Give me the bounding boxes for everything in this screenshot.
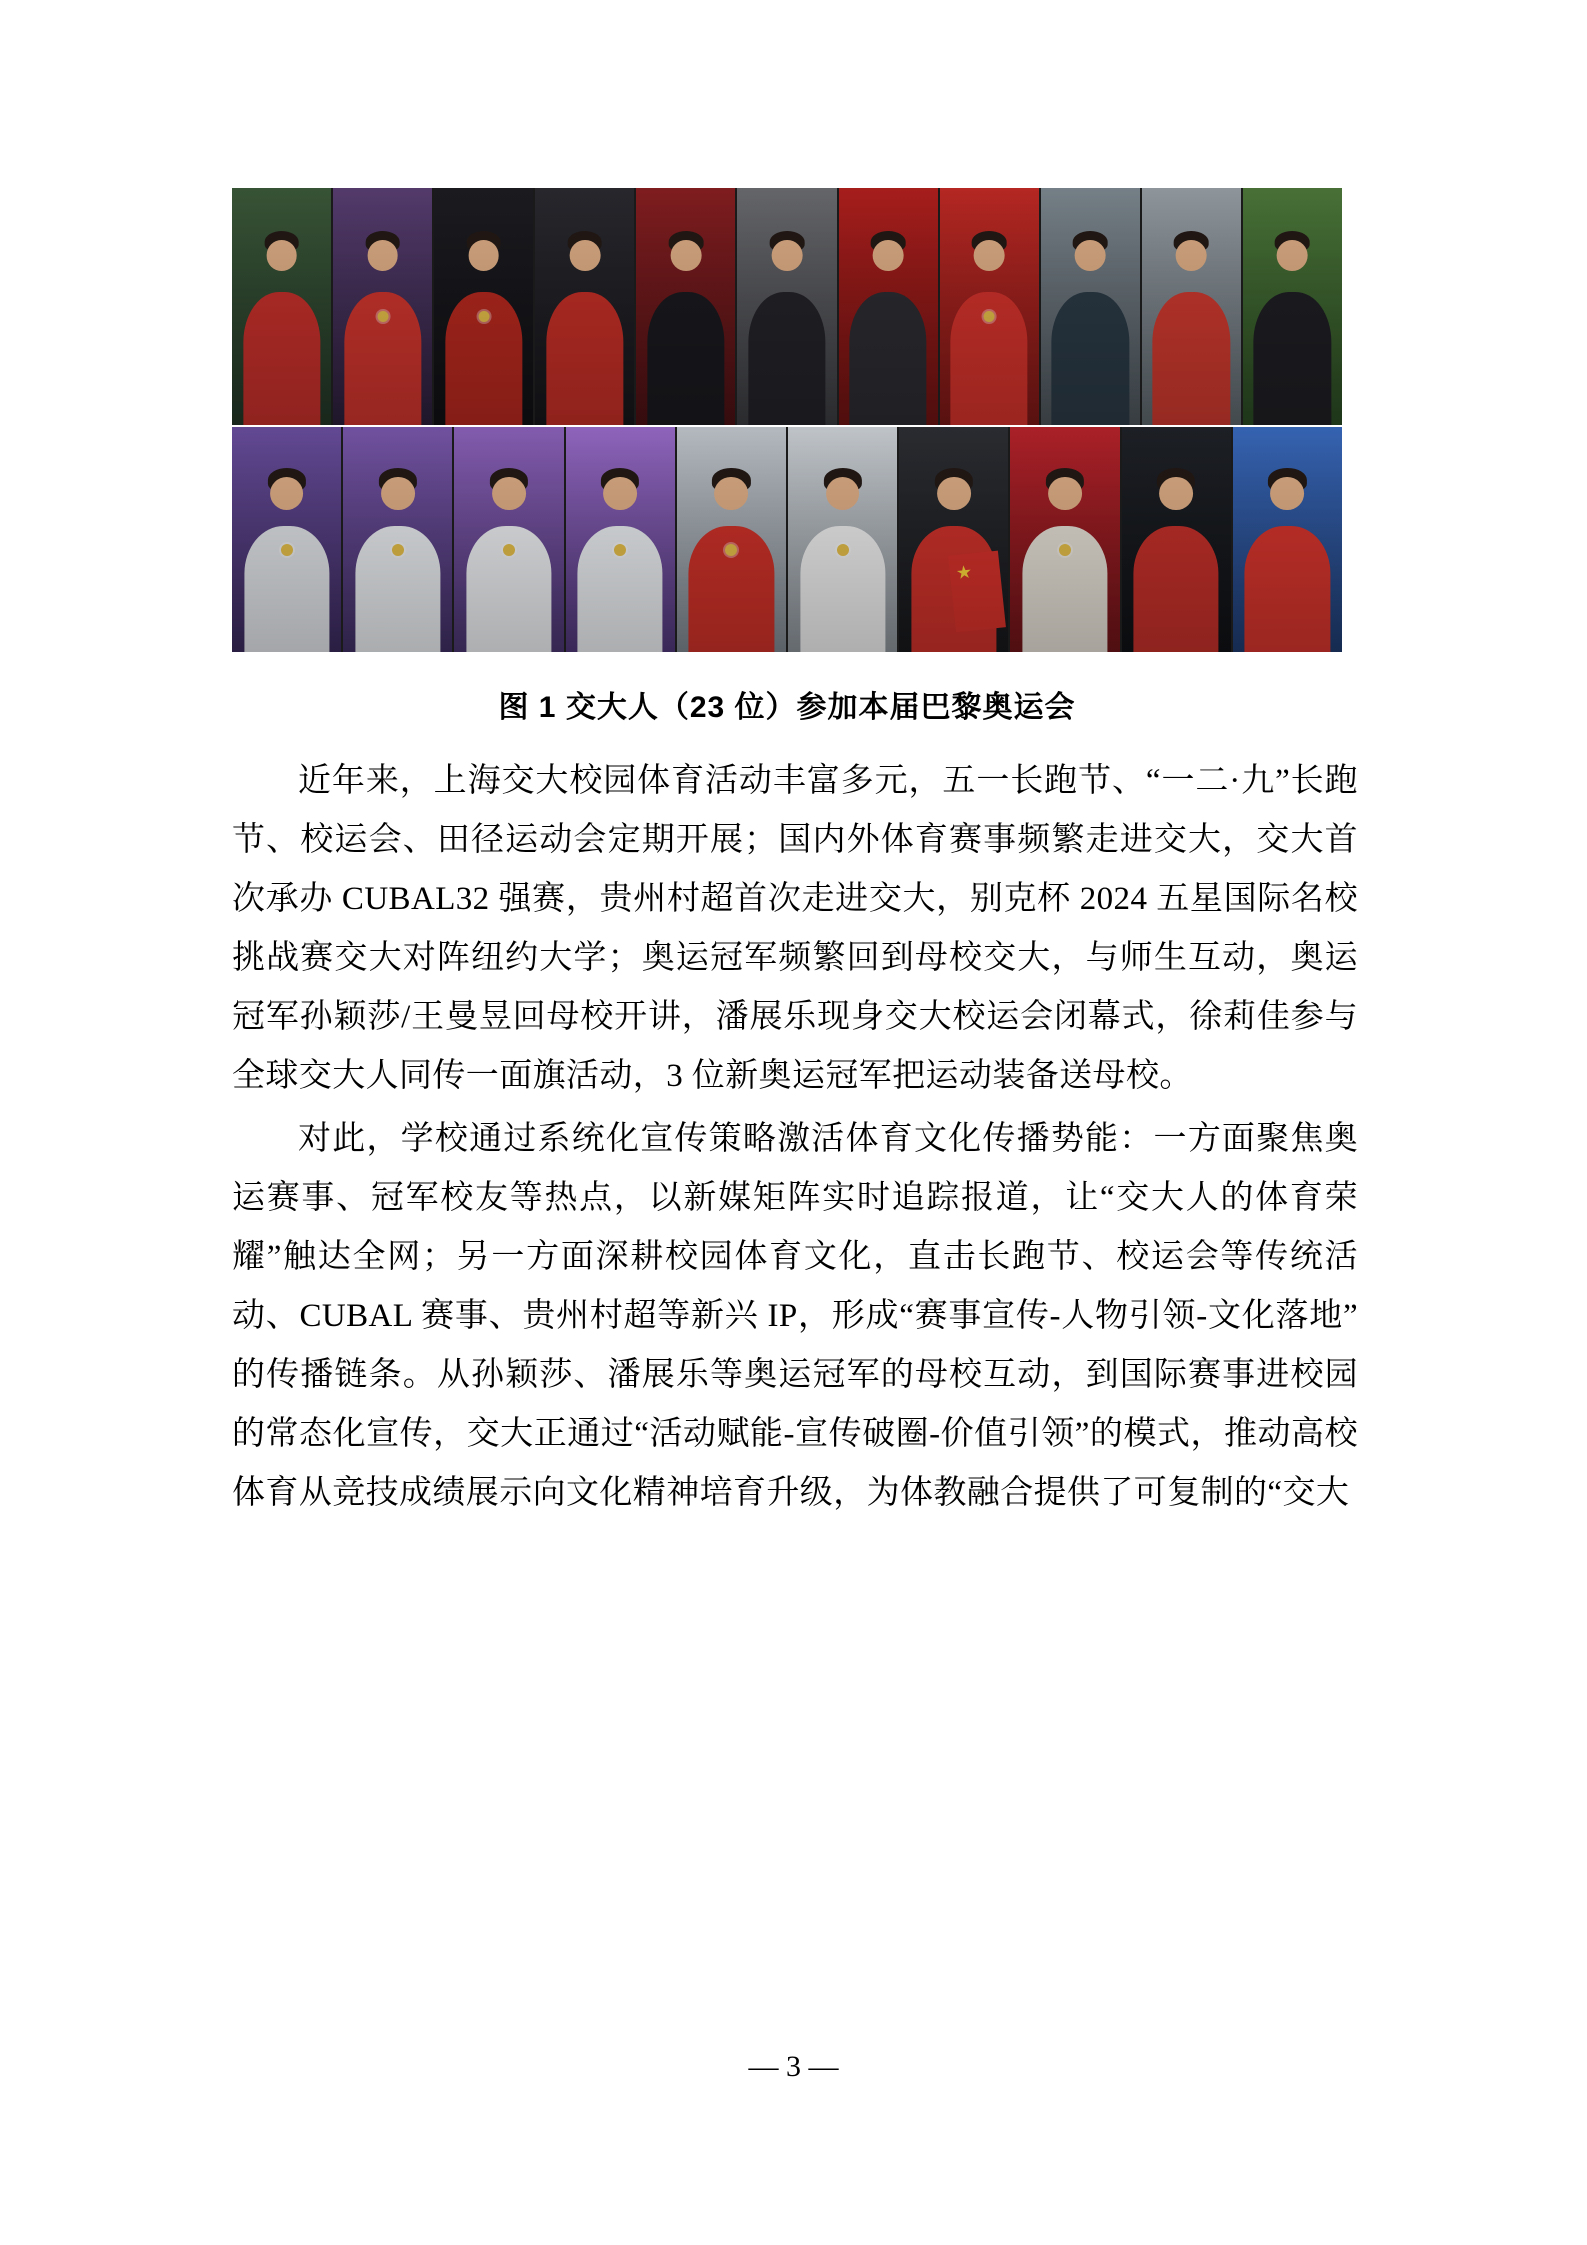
athlete-photo (232, 427, 341, 652)
athlete-photo (1233, 427, 1342, 652)
photo-grid-row-2 (232, 427, 1342, 652)
athlete-photo (535, 188, 634, 425)
athlete-photo (1122, 427, 1231, 652)
athlete-photo (737, 188, 836, 425)
athlete-photo (343, 427, 452, 652)
athlete-photo (940, 188, 1039, 425)
athlete-photo (1142, 188, 1241, 425)
athlete-photo (454, 427, 563, 652)
athlete-photo (434, 188, 533, 425)
body-text (232, 752, 1358, 1523)
figure-caption: 图 1 交大人（23 位）参加本届巴黎奥运会 (498, 691, 1076, 724)
athlete-photo (566, 427, 675, 652)
athlete-photo (333, 188, 432, 425)
athlete-photo (899, 427, 1008, 652)
athlete-photo (677, 427, 786, 652)
athlete-photo (1243, 188, 1342, 425)
athlete-photo (232, 188, 331, 425)
page-content (232, 188, 1358, 1527)
athlete-photo (788, 427, 897, 652)
page-number: — 3 — (748, 2050, 839, 2083)
figure-olympic-athletes (232, 188, 1342, 726)
photo-grid-row-1 (232, 188, 1342, 425)
paragraph-2: 对此，学校通过系统化宣传策略激活体育文化传播势能：一方面聚焦奥运赛事、冠军校友等热点，以新媒矩阵实时追踪报道，让“交大人的体育荣耀”触达全网；另一方面深耕校园体育文化，直击长跑节、校运会等传统活动、CUBAL 赛事、贵州村超等新兴 IP，形成“赛事宣传-人物引领-文化落地”的传播链条。从孙颖莎、潘展乐等奥运冠军的母校互动，到国际赛事进校园的常态化宣传，交大正通过“活动赋能-宣传破圈-价值引领”的模式，推动高校体育从竞技成绩展示向文化精神培育升级，为体教融合提供了可复制的“交大 (232, 1121, 1358, 1511)
athlete-photo (839, 188, 938, 425)
paragraph-1: 近年来，上海交大校园体育活动丰富多元，五一长跑节、“一二·九”长跑节、校运会、田径运动会定期开展；国内外体育赛事频繁走进交大，交大首次承办 CUBAL32 强赛，贵州村超首次走进交大，别克杯 2024 五星国际名校挑战赛交大对阵纽约大学；奥运冠军频繁回到母校交大，与师生互动，奥运冠军孙颖莎/王曼昱回母校开讲，潘展乐现身交大校运会闭幕式，徐莉佳参与全球交大人同传一面旗活动，3 位新奥运冠军把运动装备送母校。 (232, 763, 1358, 1094)
athlete-photo (636, 188, 735, 425)
athlete-photo (1010, 427, 1119, 652)
athlete-photo (1041, 188, 1140, 425)
